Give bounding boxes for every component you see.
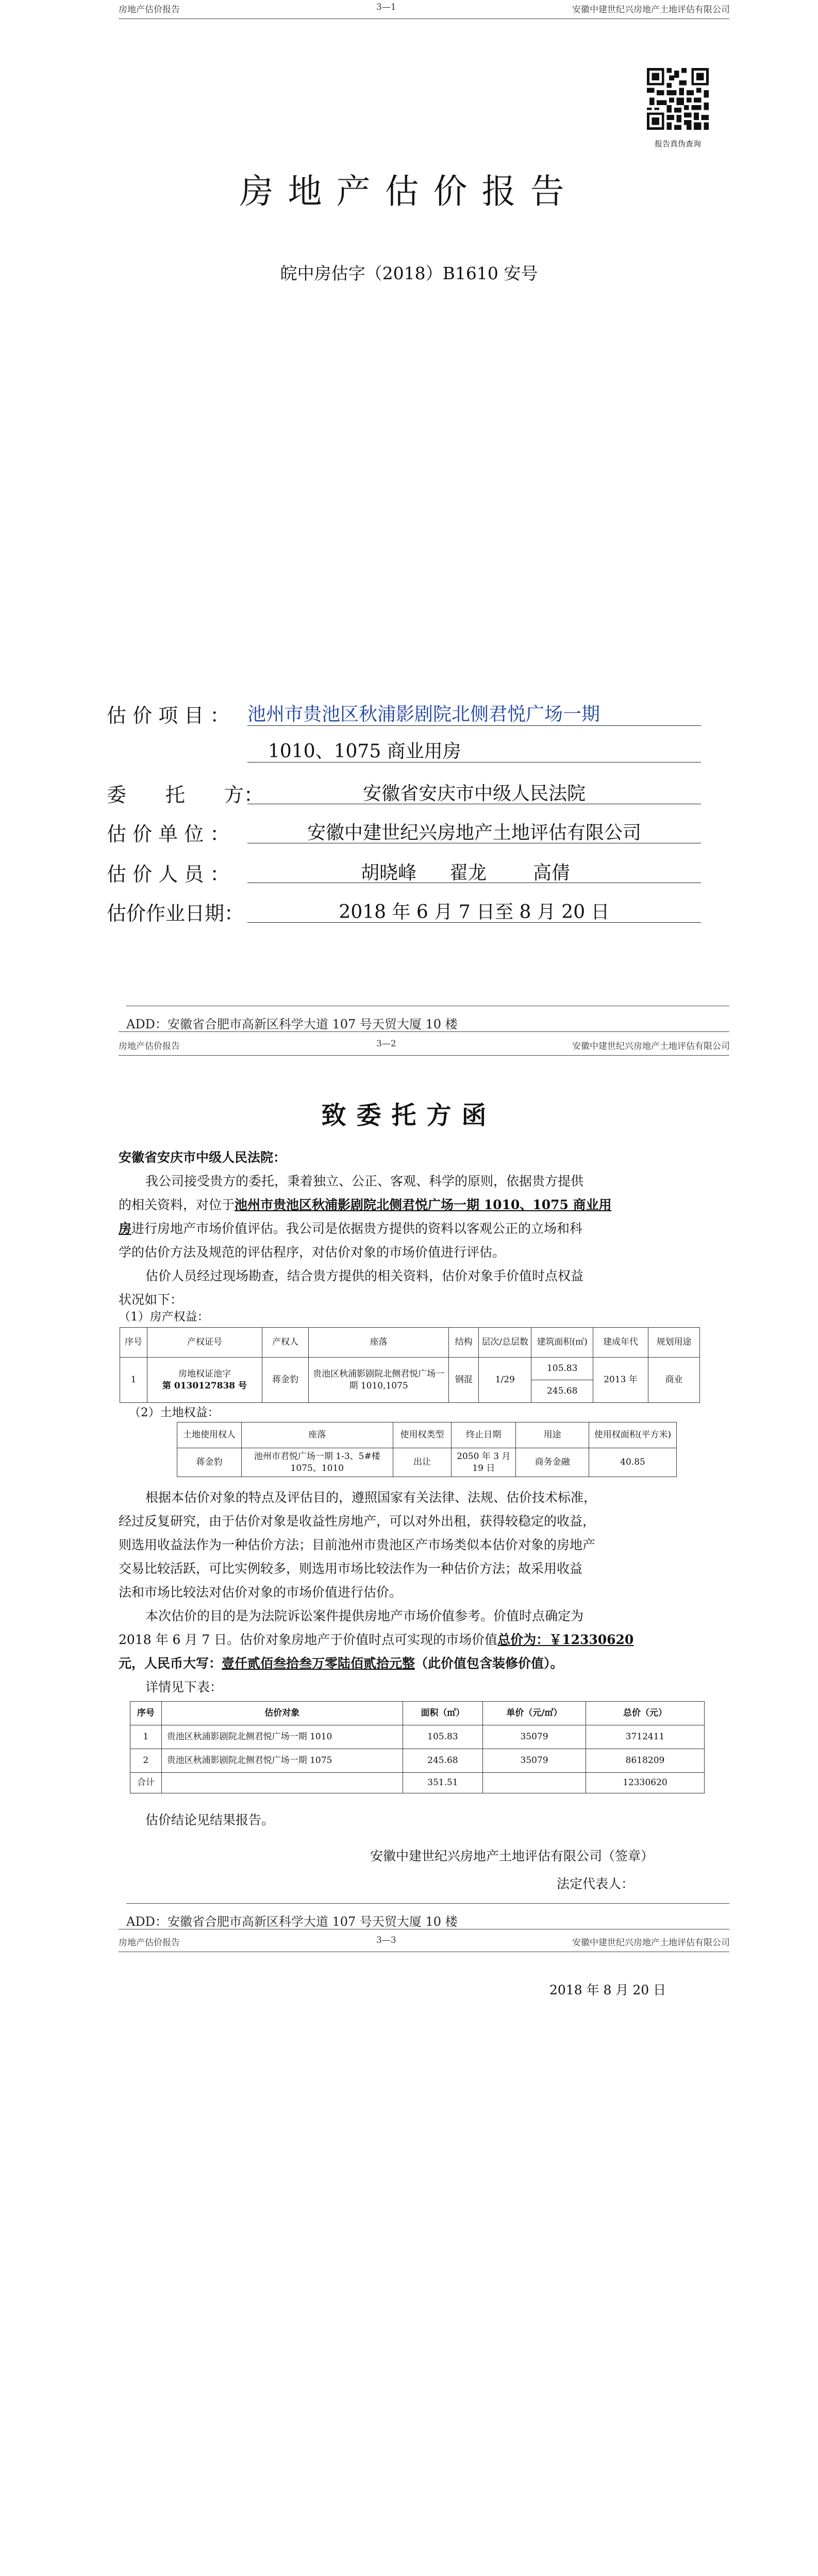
value-row-2-unit: 35079 <box>483 1749 586 1773</box>
value-header-unit-price: 单价（元/㎡） <box>483 1702 586 1725</box>
details-intro: 详情见下表： <box>145 1680 223 1694</box>
client-value: 安徽省安庆市中级人民法院 <box>362 783 586 804</box>
land-row-location: 池州市君悦广场一期 1-3、5#楼 1075、1010 <box>241 1448 393 1477</box>
header-page-number: 3—3 <box>376 1935 396 1945</box>
page-separator-1 <box>119 1031 729 1032</box>
land-row-end-date: 2050 年 3 月 19 日 <box>452 1448 516 1477</box>
property-address-bold: 池州市贵池区秋浦影剧院北侧君悦广场一期 1010、1075 商业用 <box>235 1197 612 1212</box>
header-left: 房地产估价报告 <box>119 1938 180 1948</box>
para1-line2 <box>119 1193 612 1217</box>
header-left: 房地产估价报告 <box>119 1041 180 1052</box>
land-header-end-date: 终止日期 <box>452 1422 516 1448</box>
para1-text: 的相关资料，对位于 <box>119 1197 235 1212</box>
para1-line4: 学的估价方法及规范的评估程序，对估价对象的市场价值进行评估。 <box>119 1245 506 1260</box>
value-header-no: 序号 <box>130 1702 162 1725</box>
land-row-usage: 商务金融 <box>516 1448 589 1477</box>
project-value-line1: 池州市贵池区秋浦影剧院北侧君悦广场一期 <box>247 704 600 725</box>
date-label: 估价作业日期： <box>107 902 244 925</box>
house-rights-table <box>120 1327 700 1403</box>
address-rule-2 <box>126 1903 729 1904</box>
value-row-2-no: 2 <box>130 1749 162 1773</box>
para4-line3 <box>119 1652 563 1675</box>
land-header-location: 座落 <box>241 1422 393 1448</box>
house-row-no: 1 <box>120 1358 147 1403</box>
signature-company: 安徽中建世纪兴房地产土地评估有限公司（签章） <box>370 1849 654 1863</box>
letter-title: 致委托方函 <box>321 1101 497 1130</box>
para4-line1: 本次估价的目的是为法院诉讼案件提供房地产市场价值参考。价值时点确定为 <box>145 1608 584 1623</box>
qr-code-icon[interactable] <box>647 68 709 130</box>
project-underline-1 <box>247 725 701 726</box>
client-label: 委 托 方： <box>107 784 264 806</box>
land-header-holder: 土地使用权人 <box>177 1422 242 1448</box>
house-row-floors: 1/29 <box>479 1358 531 1403</box>
para1-text: 进行房地产市场价值评估。我公司是依据贵方提供的资料以客观公正的立场和科 <box>131 1221 583 1236</box>
house-header-cert: 产权证号 <box>147 1328 262 1358</box>
house-header-usage: 规划用途 <box>648 1328 700 1358</box>
appraiser-value: 安徽中建世纪兴房地产土地评估有限公司 <box>307 822 641 843</box>
house-header-year: 建成年代 <box>593 1328 648 1358</box>
house-header-no: 序号 <box>120 1328 147 1358</box>
value-table <box>130 1701 705 1793</box>
para2-line2: 状况如下： <box>119 1292 183 1307</box>
total-value-bold: 总价为：￥12330620 <box>497 1632 634 1647</box>
report-date: 2018 年 8 月 20 日 <box>549 1982 666 1997</box>
staff-label: 估 价 人 员 ： <box>107 863 230 886</box>
project-label: 估 价 项 目 ： <box>107 704 230 727</box>
house-row-location: 贵池区秋浦影剧院北侧君悦广场一期 1010,1075 <box>308 1358 448 1403</box>
header-page-number: 3—2 <box>376 1039 396 1049</box>
project-value-line2: 1010、1075 商业用房 <box>268 741 461 762</box>
cert-number: 第 0130127838 号 <box>162 1380 247 1391</box>
value-total-empty <box>161 1773 403 1793</box>
para2-line1: 估价人员经过现场勘查，结合贵方提供的相关资料，估价对象手价值时点权益 <box>145 1268 584 1283</box>
para3-line2: 经过反复研究，由于估价对象是收益性房地产，可以对外出租，获得较稳定的收益， <box>119 1514 596 1529</box>
land-rights-table <box>177 1422 677 1477</box>
house-row-area-1: 105.83 <box>531 1358 593 1380</box>
value-row-2-total: 8618209 <box>586 1749 704 1773</box>
house-row-usage: 商业 <box>648 1358 700 1403</box>
house-header-structure: 结构 <box>449 1328 479 1358</box>
land-header-type: 使用权类型 <box>393 1422 452 1448</box>
value-header-area: 面积（㎡） <box>403 1702 482 1725</box>
house-header-area: 建筑面积(㎡) <box>531 1328 593 1358</box>
staff-name-1: 胡晓峰 <box>361 862 417 884</box>
value-row-2-object: 贵池区秋浦影剧院北侧君悦广场一期 1075 <box>161 1749 403 1773</box>
rmb-label: 元，人民币大写： <box>119 1656 222 1671</box>
date-underline <box>247 922 701 923</box>
date-value: 2018 年 6 月 7 日至 8 月 20 日 <box>339 902 610 923</box>
value-row-1-object: 贵池区秋浦影剧院北侧君悦广场一期 1010 <box>161 1725 403 1749</box>
report-title: 房地产估价报告 <box>239 172 579 211</box>
house-row-cert <box>147 1358 262 1403</box>
land-row-type: 出让 <box>393 1448 452 1477</box>
house-header-owner: 产权人 <box>262 1328 309 1358</box>
company-address-1: ADD：安徽省合肥市高新区科学大道 107 号天贸大厦 10 楼 <box>126 1017 458 1031</box>
header-page-number: 3—1 <box>376 2 396 12</box>
house-row-year: 2013 年 <box>593 1358 648 1403</box>
value-row-1-unit: 35079 <box>483 1725 586 1749</box>
value-header-object: 估价对象 <box>161 1702 403 1725</box>
house-header-location: 座落 <box>308 1328 448 1358</box>
value-row-1-total: 3712411 <box>586 1725 704 1749</box>
para1-line1: 我公司接受贵方的委托，秉着独立、公正、客观、科学的原则，依据贵方提供 <box>145 1174 584 1189</box>
value-row-2-area: 245.68 <box>403 1749 482 1773</box>
para4-line2 <box>119 1628 633 1652</box>
rmb-amount-words: 壹仟贰佰叁拾叁万零陆佰贰拾元整 <box>222 1656 415 1671</box>
value-total-sum: 12330620 <box>586 1773 704 1793</box>
salutation: 安徽省安庆市中级人民法院： <box>119 1150 287 1165</box>
land-header-area: 使用权面积(平方米) <box>589 1422 677 1448</box>
house-row-area-2: 245.68 <box>531 1380 593 1403</box>
value-total-area: 351.51 <box>403 1773 482 1793</box>
header-right: 安徽中建世纪兴房地产土地评估有限公司 <box>572 5 730 15</box>
appraiser-label: 估 价 单 位 ： <box>107 823 230 845</box>
signature-representative: 法定代表人： <box>557 1876 635 1891</box>
closing-sentence: 估价结论见结果报告。 <box>145 1812 275 1827</box>
cert-prefix: 房地权证池字 <box>178 1369 231 1380</box>
property-address-end: 房 <box>119 1221 132 1236</box>
para3-line4: 交易比较活跃，可比实例较多，则选用市场比较法作为一种估价方法；故采用收益 <box>119 1561 583 1576</box>
para3-line1: 根据本估价对象的特点及评估目的，遵照国家有关法律、法规、估价技术标准， <box>145 1490 597 1505</box>
document-number: 皖中房估字（2018）B1610 安号 <box>280 263 538 283</box>
house-rights-title: （1）房产权益： <box>119 1310 209 1324</box>
para3-line3: 则选用收益法作为一种估价方法；目前池州市贵池区产市场类似本估价对象的房地产 <box>119 1537 596 1552</box>
header-rule <box>119 1055 729 1056</box>
value-row-1-no: 1 <box>130 1725 162 1749</box>
para1-line3 <box>119 1217 582 1241</box>
land-header-usage: 用途 <box>516 1422 589 1448</box>
value-header-total: 总价（元） <box>586 1702 704 1725</box>
value-total-label: 合计 <box>130 1773 162 1793</box>
value-total-unit-empty <box>483 1773 586 1793</box>
company-address-2: ADD：安徽省合肥市高新区科学大道 107 号天贸大厦 10 楼 <box>126 1914 458 1929</box>
header-right: 安徽中建世纪兴房地产土地评估有限公司 <box>572 1938 730 1948</box>
value-row-1-area: 105.83 <box>403 1725 482 1749</box>
land-row-area: 40.85 <box>589 1448 677 1477</box>
header-right: 安徽中建世纪兴房地产土地评估有限公司 <box>572 1041 730 1052</box>
qr-caption: 报告真伪查询 <box>654 139 701 148</box>
house-header-floors: 层次/总层数 <box>479 1328 531 1358</box>
house-row-owner: 蒋金豹 <box>262 1358 309 1403</box>
header-left: 房地产估价报告 <box>119 5 180 15</box>
para4-text: 2018 年 6 月 7 日。估价对象房地产于价值时点可实现的市场价值 <box>119 1632 498 1647</box>
land-rights-title: （2）土地权益： <box>129 1406 220 1419</box>
para3-line5: 法和市场比较法对估价对象的市场价值进行估价。 <box>119 1585 403 1600</box>
staff-name-3: 高倩 <box>533 862 571 884</box>
house-row-structure: 钢混 <box>449 1358 479 1403</box>
staff-name-2: 翟龙 <box>449 862 487 884</box>
value-note: （此价值包含装修价值）。 <box>415 1656 563 1671</box>
land-row-holder: 蒋金豹 <box>177 1448 242 1477</box>
